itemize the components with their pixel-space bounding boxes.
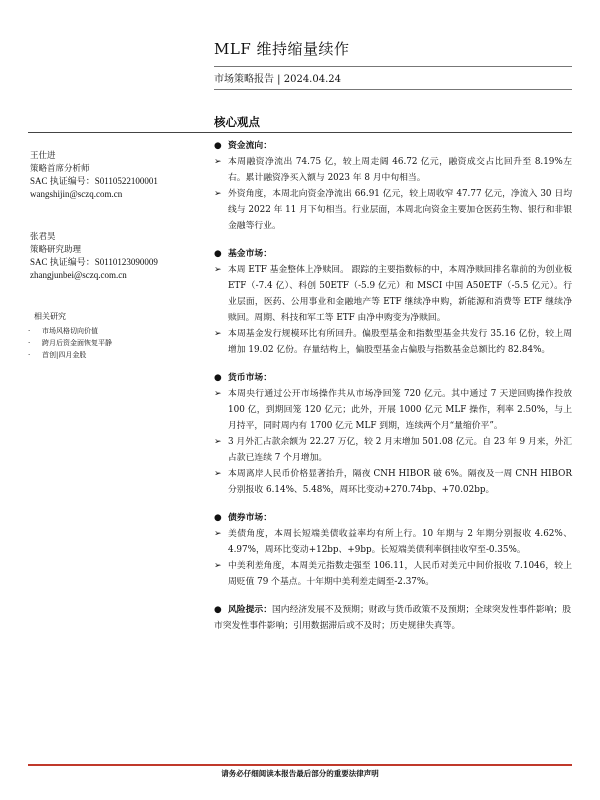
author-email[interactable]: wangshijin@sczq.com.cn (30, 188, 123, 199)
arrow-bullet-icon: ➢ (214, 529, 222, 539)
list-item: ➢ 美债角度，本周长短端美债收益率均有所上行。10 年期与 2 年期分别报收 4.62%、4.97%，周环比变动+12bp、+9bp。长短端美债利率倒挂收窄至-0.35%。 (214, 526, 572, 558)
section-heading: 基金市场： (228, 249, 272, 259)
section-money-market (214, 370, 572, 498)
list-item: ➢ 本周基金发行规模环比有所回升。偏股型基金和指数型基金共发行 35.16 亿份，较上周增加 19.02 亿份。存量结构上，偏股型基金占偏股与指数基金总额比约 82.84%。 (214, 326, 572, 358)
section-heading: 资金流向： (228, 141, 272, 151)
related-research-list (28, 325, 112, 361)
bullet-icon: ● (214, 373, 222, 383)
author-email[interactable]: zhangjunbei@sczq.com.cn (30, 269, 127, 280)
arrow-bullet-icon: ➢ (214, 329, 222, 339)
section-heading: 货币市场： (228, 373, 272, 383)
bullet-icon: · (28, 327, 31, 335)
bullet-icon: ● (214, 513, 222, 523)
list-item: ➢ 本周央行通过公开市场操作共从市场净回笼 720 亿元。其中通过 7 天逆回购操作投放 100 亿，到期回笼 120 亿元；此外，开展 1000 亿元 MLF 操作，利率 2.50%，与上月持平，同时周内有 1700 亿元 MLF 到期，连续两个月“量缩价平”。 (214, 386, 572, 434)
list-item: ➢ 外资角度，本周北向资金净流出 66.91 亿元，较上周收窄 47.77 亿元，净流入 30 日均线与 2022 年 11 月下旬相当。行业层面，本周北向资金主要加仓医药生物、银行和非银金融等行业。 (214, 186, 572, 234)
arrow-bullet-icon: ➢ (214, 469, 222, 479)
author-block-1 (30, 150, 158, 200)
section-bond-market (214, 510, 572, 590)
arrow-bullet-icon: ➢ (214, 437, 222, 447)
risk-text: 国内经济发展不及预期；财政与货币政策不及预期；全球突发性事件影响；股市突发性事件影响；引用数据滞后或不及时；历史规律失真等。 (214, 605, 572, 631)
risk-label: 风险提示： (228, 605, 272, 615)
section-divider (28, 132, 572, 133)
author-name: 王仕进 (30, 151, 56, 161)
footer-divider (28, 764, 572, 766)
related-research-item[interactable]: · 市场风格切向价值 (28, 327, 98, 335)
legal-disclaimer-note: 请务必仔细阅读本报告最后部分的重要法律声明 (221, 769, 379, 778)
arrow-bullet-icon: ➢ (214, 157, 222, 167)
list-item: ➢ 本周 ETF 基金整体上净赎回。 跟踪的主要指数标的中，本周净赎回排名靠前的为创业板 ETF（-7.4 亿）、科创 50ETF（-5.9 亿元）和 MSCI 中国 A50ETF（-5.5 亿元）。行业层面，医药、公用事业和金融地产等 ETF 继续净申购，新能源和消费等 ETF 继续净赎回。周期、科技和军工等 ETF 由净申购变为净赎回。 (214, 262, 572, 326)
bullet-icon: ● (214, 605, 222, 615)
core-views (214, 138, 572, 646)
section-fund-flow (214, 138, 572, 234)
report-title: MLF 维持缩量续作 (214, 40, 350, 58)
section-fund-market (214, 246, 572, 358)
bullet-icon: · (28, 339, 31, 347)
list-item: ➢ 3 月外汇占款余额为 22.27 万亿，较 2 月末增加 501.08 亿元。自 23 年 9 月来，外汇占款已连续 7 个月增加。 (214, 434, 572, 466)
subtitle-divider (214, 89, 572, 90)
section-title: 核心观点 (214, 115, 260, 129)
risk-warning (214, 602, 572, 634)
bullet-icon: ● (214, 249, 222, 259)
author-name: 张君昊 (30, 232, 56, 242)
list-item: ➢ 中美利差角度，本周美元指数走强至 106.11，人民币对美元中间价报收 7.1046，较上周贬值 79 个基点。十年期中美利差走阔至-2.37%。 (214, 558, 572, 590)
section-heading: 债券市场： (228, 513, 272, 523)
related-research-label: 相关研究 (34, 312, 66, 321)
author-role: 策略首席分析师 (30, 163, 90, 174)
report-subtitle: 市场策略报告 | 2024.04.24 (214, 74, 341, 85)
arrow-bullet-icon: ➢ (214, 389, 222, 399)
list-item: ➢ 本周离岸人民币价格显著抬升，隔夜 CNH HIBOR 破 6%。隔夜及一周 CNH HIBOR 分别报收 6.14%、5.48%，周环比变动+270.74bp、+70.02bp。 (214, 466, 572, 498)
related-research-item[interactable]: · 跨月后资金面恢复平静 (28, 339, 112, 347)
related-research-item[interactable]: · 首创|四月金股 (28, 351, 87, 359)
arrow-bullet-icon: ➢ (214, 265, 222, 275)
title-divider (214, 66, 572, 67)
arrow-bullet-icon: ➢ (214, 561, 222, 571)
bullet-icon: ● (214, 141, 222, 151)
author-sac: SAC 执证编号：S0110123090009 (30, 257, 158, 267)
author-block-2 (30, 231, 158, 281)
author-role: 策略研究助理 (30, 244, 82, 255)
bullet-icon: · (28, 351, 31, 359)
arrow-bullet-icon: ➢ (214, 189, 222, 199)
list-item: ➢ 本周融资净流出 74.75 亿，较上周走阔 46.72 亿元，融资成交占比回升至 8.19%左右。累计融资净买入额与 2023 年 8 月中旬相当。 (214, 154, 572, 186)
author-sac: SAC 执证编号：S0110522100001 (30, 176, 158, 186)
